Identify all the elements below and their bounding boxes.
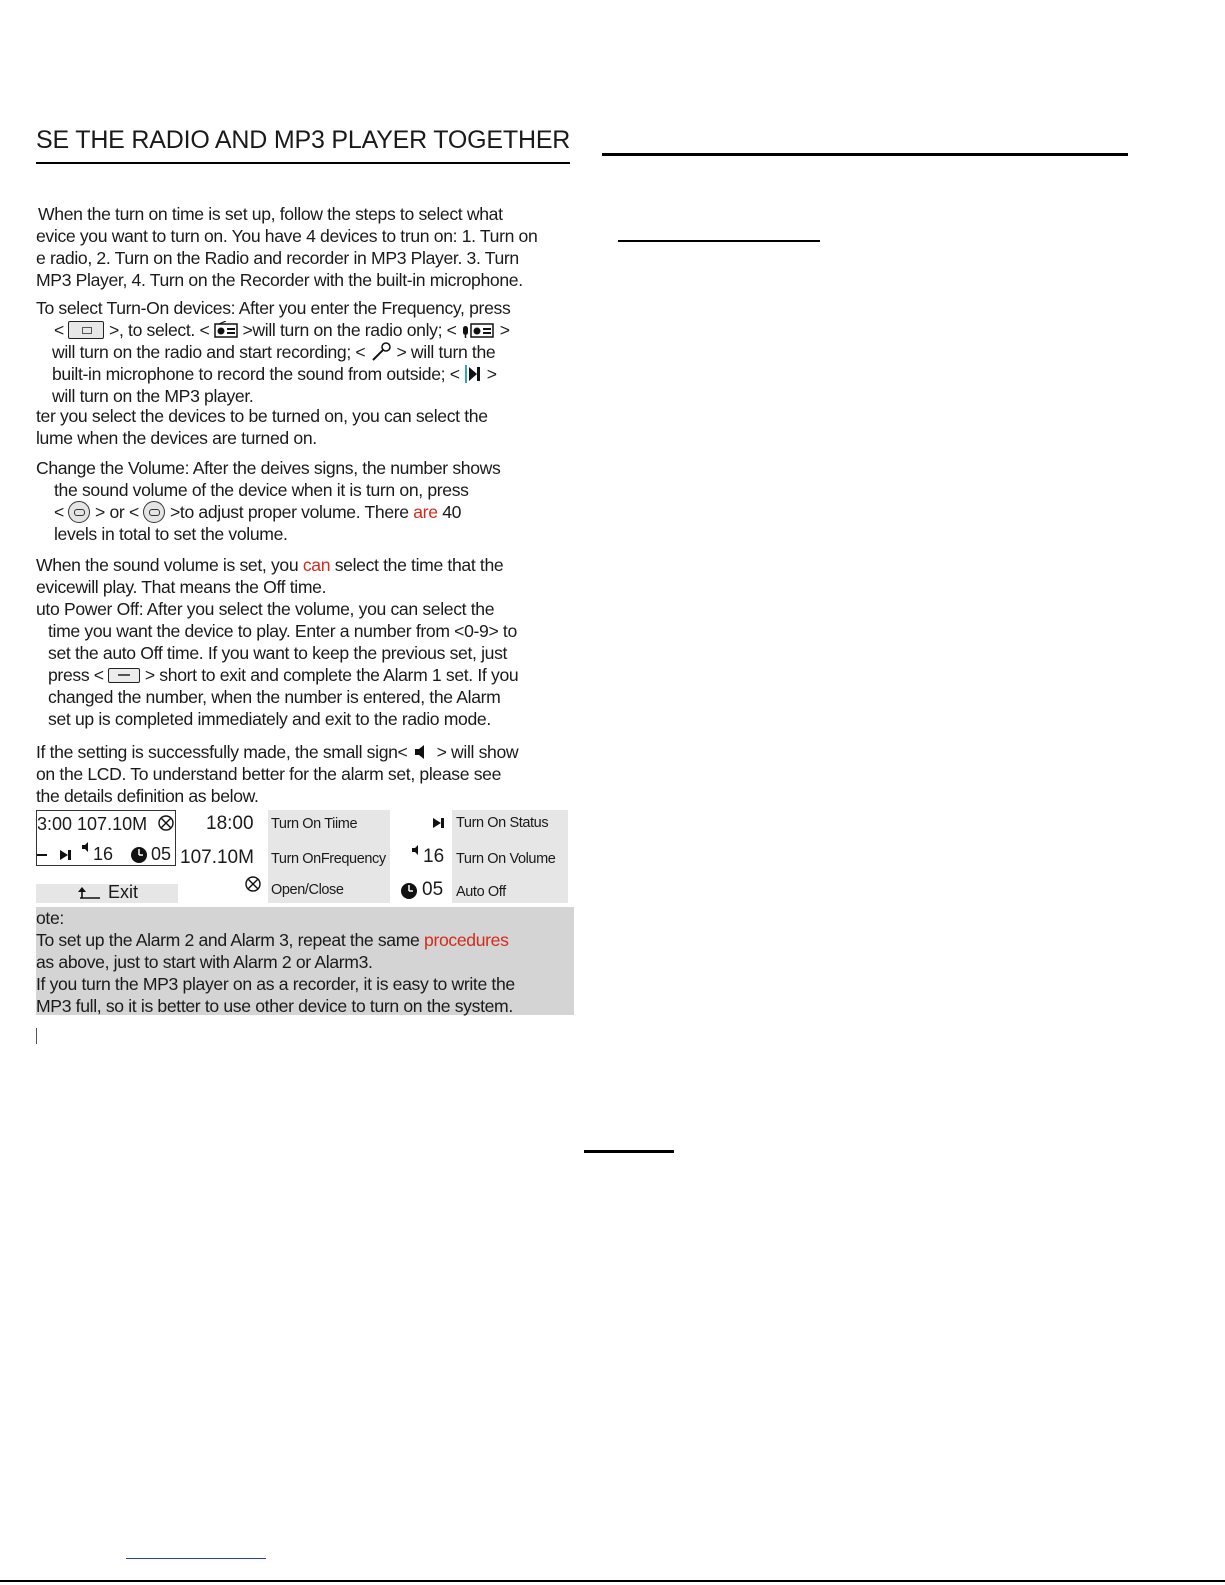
legend-frequency-value: 107.10M (180, 847, 254, 868)
volume-down-button-icon (68, 501, 90, 523)
footer-rule (0, 1580, 1225, 1582)
body-text-line: < > or < >to adjust proper volume. There are 40 (54, 502, 462, 522)
volume-up-button-icon (143, 501, 165, 523)
clock-icon (130, 846, 148, 864)
return-arrow-icon (76, 887, 102, 901)
exit-button-icon (108, 668, 140, 683)
note-line: If you turn the MP3 player on as a recorder, it is easy to write the (36, 974, 515, 994)
lcd-dash (37, 854, 47, 856)
right-sub-rule (618, 240, 820, 242)
body-text-line: e radio, 2. Turn on the Radio and recorder in MP3 Player. 3. Turn (36, 248, 519, 268)
legend-volume-icon (411, 844, 423, 856)
body-text-line: uto Power Off: After you select the volume, you can select the (36, 599, 495, 619)
body-text-line: lume when the devices are turned on. (36, 428, 317, 448)
legend-frequency-label: Turn OnFrequency (271, 851, 386, 867)
exit-label: Exit (108, 882, 139, 902)
body-text-line: changed the number, when the number is entered, the Alarm (48, 687, 501, 707)
body-text-line: ter you select the devices to be turned on, you can select the (36, 406, 488, 426)
body-text-line: MP3 Player, 4. Turn on the Recorder with the built-in microphone. (36, 270, 523, 290)
body-text-line: evice you want to turn on. You have 4 devices to trun on: 1. Turn on (36, 226, 538, 246)
legend-time-label: Turn On Tiime (271, 816, 358, 832)
body-text-line: levels in total to set the volume. (54, 524, 288, 544)
body-text-line: When the turn on time is set up, follow the steps to select what (38, 204, 503, 224)
lcd-auto-off: 05 (151, 844, 172, 864)
legend-status-label: Turn On Status (456, 815, 549, 831)
title-underline (36, 162, 570, 164)
legend-auto-off-label: Auto Off (456, 884, 506, 900)
body-text-line: will turn on the MP3 player. (52, 386, 254, 406)
note-line: as above, just to start with Alarm 2 or Alarm3. (36, 952, 373, 972)
menu-button-icon (68, 321, 104, 339)
body-text-line: set up is completed immediately and exit to the radio mode. (48, 709, 491, 729)
lcd-time-frequency: 3:00 107.10M (37, 814, 148, 834)
body-text-line: < >, to select. < >will turn on the radio only; < > (54, 320, 510, 340)
note-line: MP3 full, so it is better to use other device to turn on the system. (36, 996, 513, 1016)
body-text-line: time you want the device to play. Enter a number from <0-9> to (48, 621, 517, 641)
speaker-icon (412, 743, 432, 761)
open-close-icon (157, 814, 175, 832)
legend-volume-value: 16 (423, 846, 445, 867)
legend-volume-label: Turn On Volume (456, 851, 556, 867)
legend-clock-icon (400, 882, 418, 900)
body-text-line: Change the Volume: After the deives signs, the number shows (36, 458, 501, 478)
volume-icon (81, 841, 93, 853)
exit-box (36, 884, 178, 903)
radio-record-icon (461, 321, 495, 339)
lcd-volume: 16 (93, 844, 114, 864)
body-text-line: set the auto Off time. If you want to keep the previous set, just (48, 643, 508, 663)
margin-mark (36, 1028, 37, 1044)
legend-open-close-label: Open/Close (271, 882, 344, 898)
bottom-center-rule (584, 1150, 674, 1153)
legend-open-close-icon (244, 875, 262, 893)
body-text-line: built-in microphone to record the sound from outside; < > (52, 364, 497, 384)
mp3-player-icon (464, 364, 482, 384)
body-text-line: press < > short to exit and complete the Alarm 1 set. If you (48, 665, 519, 685)
footer-link-underline (126, 1558, 266, 1559)
legend-time-value: 18:00 (206, 813, 254, 834)
body-text-line: the sound volume of the device when it is turn on, press (54, 480, 469, 500)
legend-auto-off-value: 05 (422, 879, 444, 900)
body-text-line: evicewill play. That means the Off time. (36, 577, 327, 597)
body-text-line: on the LCD. To understand better for the alarm set, please see (36, 764, 502, 784)
radio-icon (214, 321, 238, 339)
legend-status-icon (432, 816, 446, 830)
note-line: To set up the Alarm 2 and Alarm 3, repeat the same procedures (36, 930, 509, 950)
body-text-line: To select Turn-On devices: After you enter the Frequency, press (36, 298, 511, 318)
body-text-line: will turn on the radio and start recording; < > will turn the (52, 342, 496, 362)
body-text-line: When the sound volume is set, you can select the time that the (36, 555, 504, 575)
body-text-line: the details definition as below. (36, 786, 259, 806)
play-next-icon (59, 848, 73, 862)
body-text-line: If the setting is successfully made, the small sign< > will show (36, 742, 519, 762)
note-heading: ote: (36, 908, 64, 928)
lcd-display (36, 810, 176, 866)
page-title: SE THE RADIO AND MP3 PLAYER TOGETHER (36, 126, 571, 154)
right-header-rule (602, 153, 1128, 156)
microphone-icon (370, 342, 392, 362)
